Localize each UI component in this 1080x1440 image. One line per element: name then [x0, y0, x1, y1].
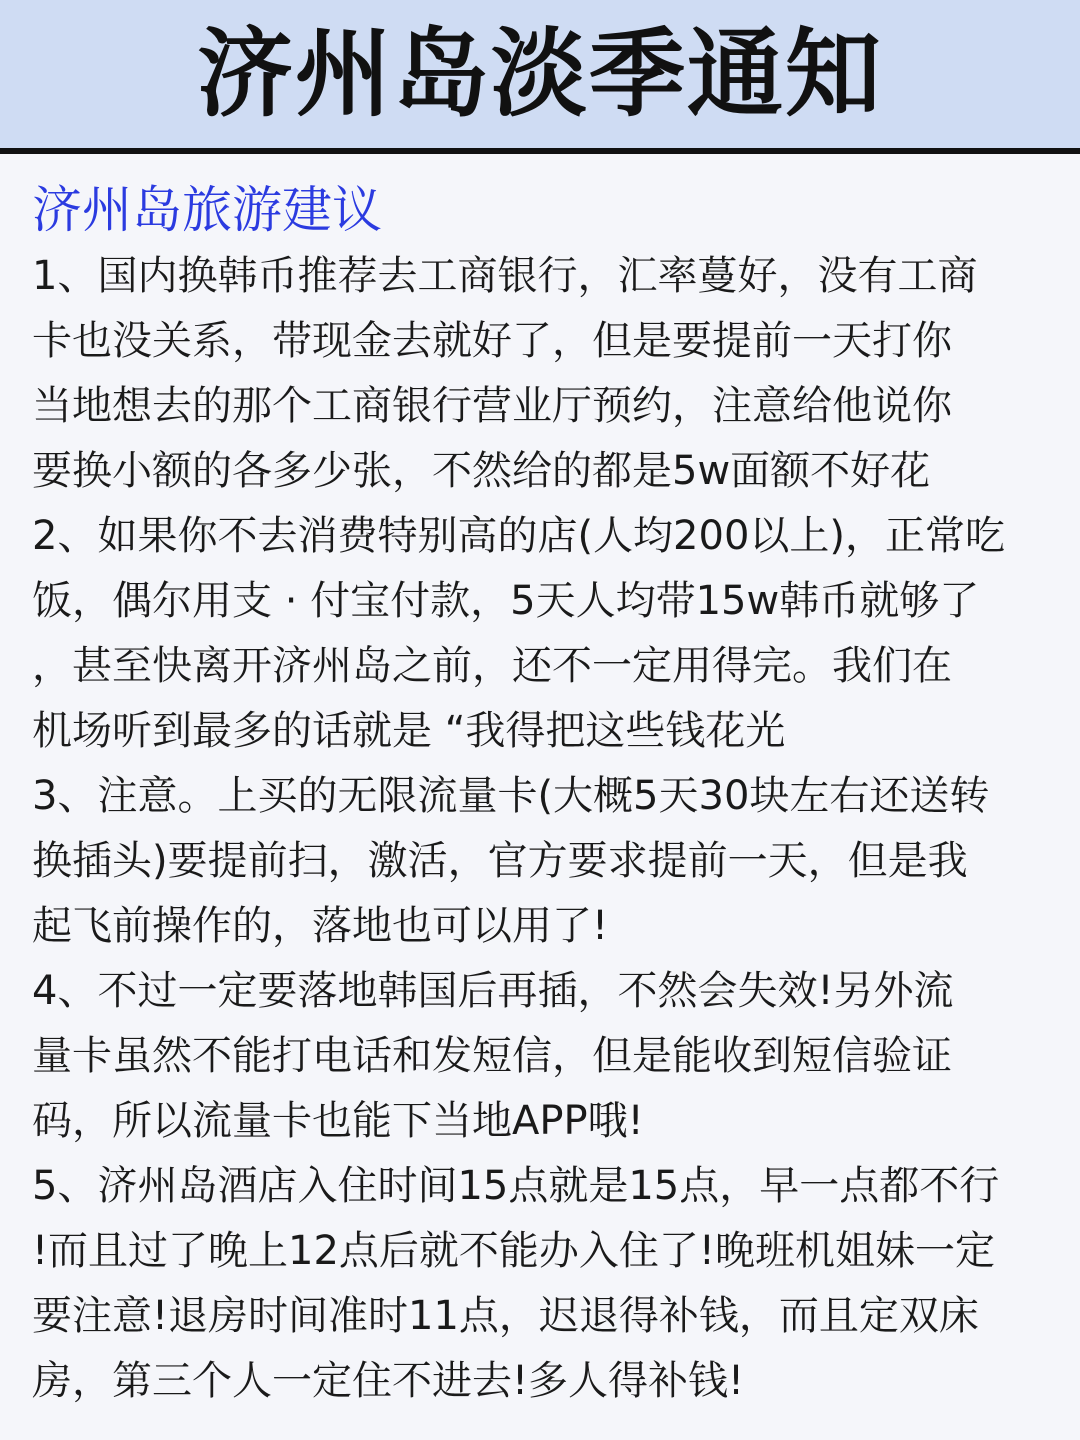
- text-line: 换插头)要提前扫，激活，官方要求提前一天，但是我: [32, 838, 968, 884]
- text-line: 卡也没关系，带现金去就好了，但是要提前一天打你: [32, 318, 952, 364]
- text-line: 机场听到最多的话就是 “我得把这些钱花光: [32, 708, 786, 754]
- text-line: 量卡虽然不能打电话和发短信，但是能收到短信验证: [32, 1033, 952, 1079]
- text-line: 要换小额的各多少张，不然给的都是5w面额不好花: [32, 448, 931, 494]
- page-title: 济州岛淡季通知: [197, 18, 883, 130]
- text-line: 4、不过一定要落地韩国后再插，不然会失效!另外流: [32, 968, 954, 1014]
- title-banner: [0, 0, 1080, 154]
- text-line: 5、济州岛酒店入住时间15点就是15点，早一点都不行: [32, 1163, 1000, 1209]
- text-line: 3、注意。上买的无限流量卡(大概5天30块左右还送转: [32, 773, 990, 819]
- text-line: !而且过了晚上12点后就不能办入住了!晚班机姐妹一定: [32, 1228, 995, 1274]
- text-line: 2、如果你不去消费特别高的店(人均200以上)，正常吃: [32, 513, 1006, 559]
- text-line: 饭，偶尔用支 · 付宝付款，5天人均带15w韩币就够了: [32, 578, 980, 624]
- section-heading: 济州岛旅游建议: [32, 181, 382, 239]
- text-line: 1、国内换韩币推荐去工商银行，汇率蔓好，没有工商: [32, 253, 978, 299]
- text-line: ，甚至快离开济州岛之前，还不一定用得完。我们在: [32, 643, 952, 689]
- text-line: 起飞前操作的，落地也可以用了!: [32, 903, 609, 949]
- text-line: 要注意!退房时间准时11点，迟退得补钱，而且定双床: [32, 1293, 979, 1339]
- text-line: 当地想去的那个工商银行营业厅预约，注意给他说你: [32, 383, 952, 429]
- article-body: [32, 176, 1058, 1414]
- text-line: 房，第三个人一定住不进去!多人得补钱!: [32, 1358, 745, 1404]
- text-line: 码，所以流量卡也能下当地APP哦!: [32, 1098, 644, 1144]
